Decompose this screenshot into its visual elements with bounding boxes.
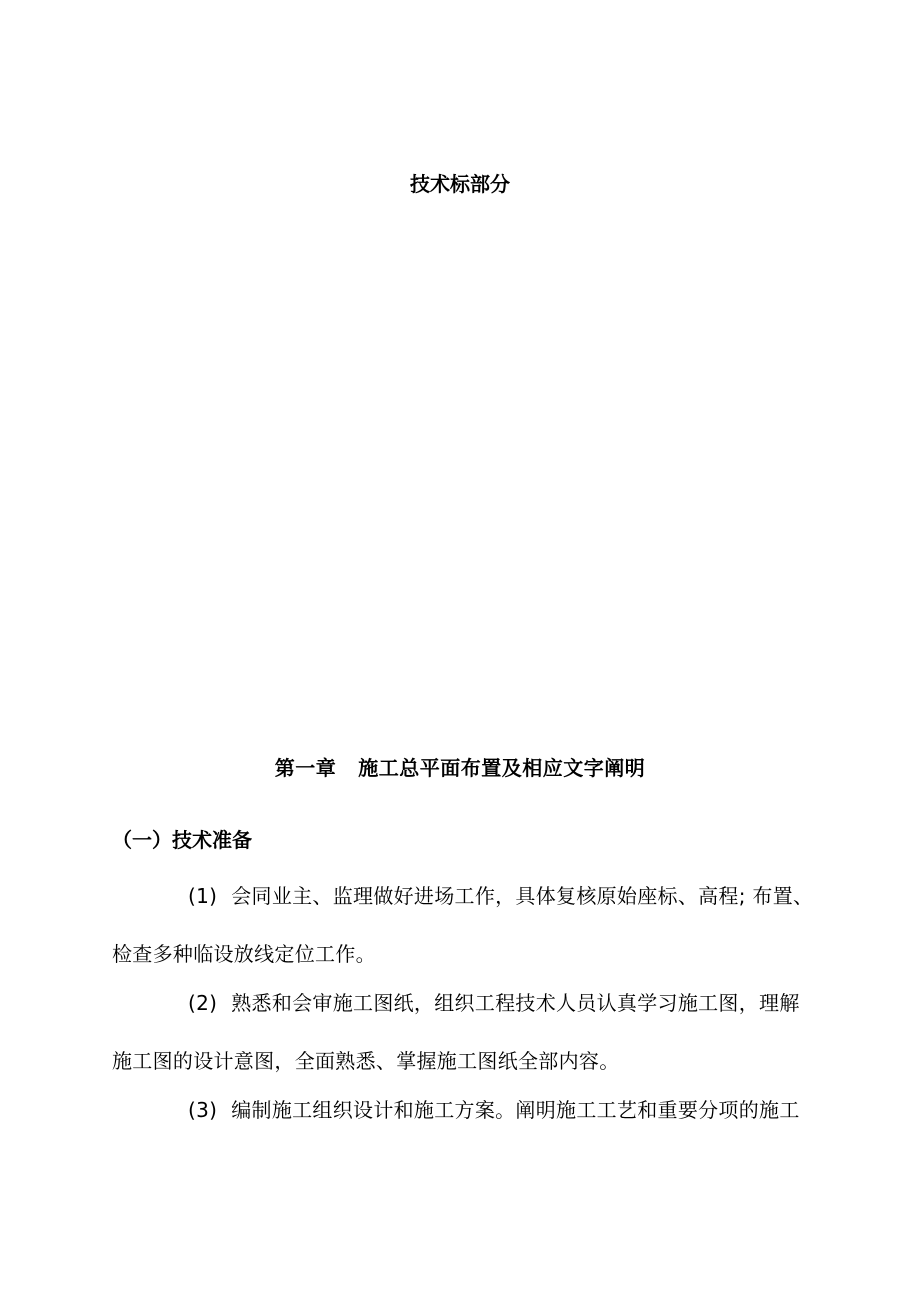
paragraph-text: 会同业主、监理做好进场工作，具体复核原始座标、高程; 布置、检查多种临设放线定位工作。 bbox=[112, 884, 814, 966]
paragraph-text: 编制施工组织设计和施工方案。阐明施工工艺和重要分项的施工 bbox=[231, 1098, 800, 1122]
paragraph-2 bbox=[112, 974, 818, 1090]
paragraph-text: 熟悉和会审施工图纸，组织工程技术人员认真学习施工图，理解施工图的设计意图，全面熟悉、掌握施工图纸全部内容。 bbox=[112, 991, 800, 1073]
chapter-label: 第一章 bbox=[274, 756, 337, 780]
paragraph-3 bbox=[112, 1081, 818, 1139]
paragraph-number: (2) bbox=[188, 991, 218, 1015]
paragraph-1 bbox=[112, 867, 818, 983]
chapter-name: 施工总平面布置及相应文字阐明 bbox=[358, 756, 646, 780]
paragraph-number: (3) bbox=[188, 1098, 218, 1122]
section-heading: （一）技术准备 bbox=[112, 828, 252, 852]
paragraph-number: (1) bbox=[188, 884, 218, 908]
chapter-heading bbox=[0, 756, 920, 780]
document-title: 技术标部分 bbox=[410, 172, 510, 196]
